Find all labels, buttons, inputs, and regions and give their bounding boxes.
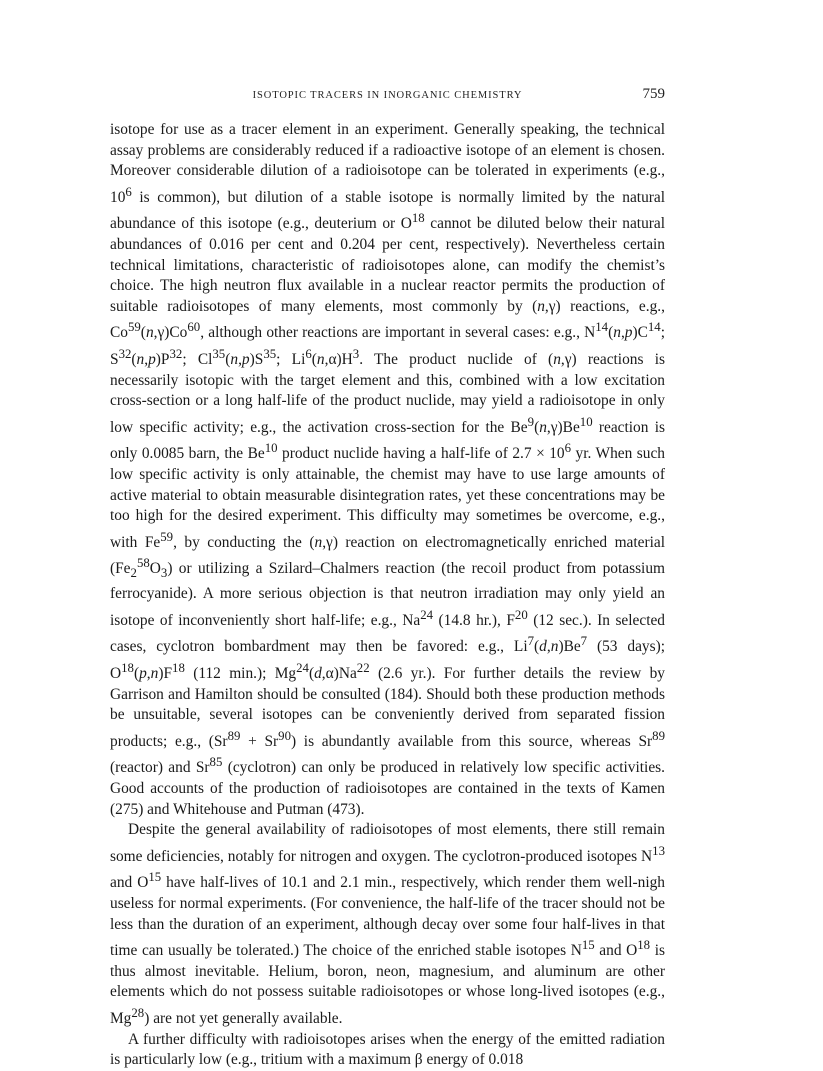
paragraph-1: isotope for use as a tracer element in an experiment. Generally speaking, the technical assay problems are considerably reduced if a radioactive isotope of an element is chosen. Moreover considerable dilution of a radioisotope can be tolerated in experiments (e.g., $10^6$ is common), but dilution of a stable isotope is normally limited by the natural abundance of this isotope (e.g., deuterium or $O^{18}$ cannot be diluted below their natural abundances of 0.016 per cent and 0.204 per cent, respectively). Nevertheless certain technical limitations, characteristic of radioisotopes alone, can modify the chemist’s choice. The high neutron flux available in a nuclear reactor permits the production of suitable radioisotopes of many elements, most commonly by (n,γ) reactions, e.g., Co$^{59}$(n,γ)Co$^{60}$, although other reactions are important in several cases: e.g., $N^{14}(n,p)C^{14}$; $S^{32}(n,p)P^{32}$; $Cl^{35}(n,p)S^{35}$; $Li^6(n,\alpha)H^3$. The product nuclide of (n,γ) reactions is necessarily isotopic with the target element and this, combined with a low excitation cross-section or a long half-life of the product nuclide, may yield a radioisotope in only low specific activity; e.g., the activation cross-section for the Be$^9$(n,γ)Be$^{10}$ reaction is only 0.0085 barn, the Be$^{10}$ product nuclide having a half-life of $2.7 \times 10^6$ yr. When such low specific activity is only attainable, the chemist may have to use large amounts of active material to obtain measurable disintegration rates, yet these concentrations may be too high for the desired experiment. This difficulty may sometimes be overcome, e.g., with Fe$^{59}$, by conducting the (n,γ) reaction on electromagnetically enriched material $(Fe_2^{58}O_3)$ or utilizing a Szilard–Chalmers reaction (the recoil product from potassium ferrocyanide). A more serious objection is that neutron irradiation may only yield an isotope of inconveniently short half-life; e.g., Na$^{24}$ (14.8 hr.), $F^{20}$ (12 sec.). In selected cases, cyclotron bombardment may then be favored: e.g., Li$^7$(d,n)Be$^7$ (53 days); $O^{18}(p,n)F^{18}$ (112 min.); Mg$^{24}$(d,α)Na$^{22}$ (2.6 yr.). For further details the review by Garrison and Hamilton should be consulted (184). Should both these production methods be unsuitable, several isotopes can be conveniently derived from separated fission products; e.g., $(Sr^{89} + Sr^{90})$ is abundantly available from this source, whereas Sr$^{89}$ (reactor) and Sr$^{85}$ (cyclotron) can only be produced in relatively low specific activities. Good accounts of the production of radioisotopes are contained in the texts of Kamen (275) and Whitehouse and Putman (473). bbox=[110, 121, 666, 818]
running-header bbox=[110, 86, 665, 108]
body-text bbox=[110, 120, 665, 1071]
page-number: 759 bbox=[642, 86, 665, 102]
running-title: ISOTOPIC TRACERS IN INORGANIC CHEMISTRY bbox=[252, 90, 523, 101]
paragraph-2: Despite the general availability of radioisotopes of most elements, there still remain some deficiencies, notably for nitrogen and oxygen. The cyclotron-produced isotopes $N^{13}$ and $O^{15}$ have half-lives of 10.1 and 2.1 min., respectively, which render them well-nigh useless for normal experiments. (For convenience, the half-life of the tracer should not be less than the duration of an experiment, although decay over some four half-lives in that time can usually be tolerated.) The choice of the enriched stable isotopes $N^{15}$ and $O^{18}$ is thus almost inevitable. Helium, boron, neon, magnesium, and aluminum are other elements which do not possess suitable radioisotopes or whose long-lived isotopes (e.g., Mg$^{28}$) are not yet generally available. bbox=[110, 821, 666, 1027]
paragraph-3: A further difficulty with radioisotopes arises when the energy of the emitted radiation is particularly low (e.g., tritium with a maximum β energy of 0.018 bbox=[110, 1030, 665, 1069]
